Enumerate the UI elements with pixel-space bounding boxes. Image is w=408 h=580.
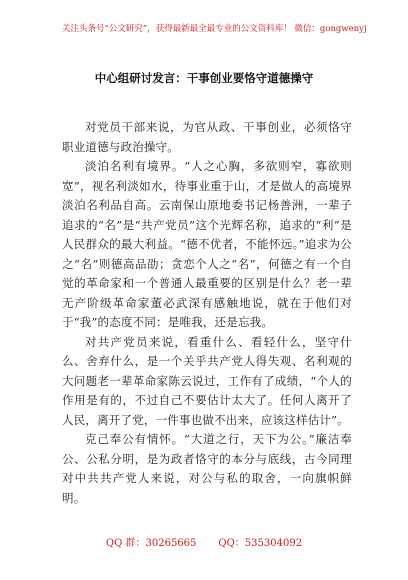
document-body <box>62 118 352 508</box>
qq-label: QQ：535304092 <box>218 538 303 549</box>
qq-group-label: QQ 群：30265665 <box>105 538 197 549</box>
document-title: 中心组研讨发言：干事创业要恪守道德操守 <box>94 71 314 85</box>
footer-contact <box>0 534 408 549</box>
paragraph: 淡泊名利有境界。“人之心胸，多欲则窄，寡欲则宽”，视名利淡如水，待事业重于山，才是做人的高境界淡泊名利品自高。云南保山原地委书记杨善洲，一辈子追求的“名”是“共产党员”这个光辉名称，追求的“利”是人民群众的最大利益。“德不优者，不能怀远。”追求为公之“名”则德高品劭；贪恋个人之“名”，何德之有一个自觉的革命家和一个普通人最重要的区别是什么？老一辈无产阶级革命家董必武深有感触地说，就在于他们对于“我”的态度不同：是唯我，还是忘我。 <box>62 159 352 329</box>
header-banner: 关注头条号“公文研究”，获得最新最全最专业的公文资料库！ 微信：gongwenyj <box>62 24 367 34</box>
paragraph: 克己奉公有情怀。“大道之行，天下为公。”廉洁奉公、公私分明，是为政者恪守的本分与底线，古今同理对中共共产党人来说，对公与私的取舍，一向旗帜鲜明。 <box>62 432 352 505</box>
paragraph: 对党员干部来说，为官从政、干事创业，必须恪守职业道德与政治操守。 <box>62 120 352 154</box>
paragraph: 对共产党员来说，看重什么、看轻什么，坚守什么、舍弃什么，是一个关乎共产党人得失观、名利观的大问题老一辈革命家陈云说过，工作有了成绩，“个人的作用是有的，不过自己不要估计太大了。任何人离开了人民，离开了党，一件事也做不出来，应该这样估计”。 <box>62 334 352 427</box>
